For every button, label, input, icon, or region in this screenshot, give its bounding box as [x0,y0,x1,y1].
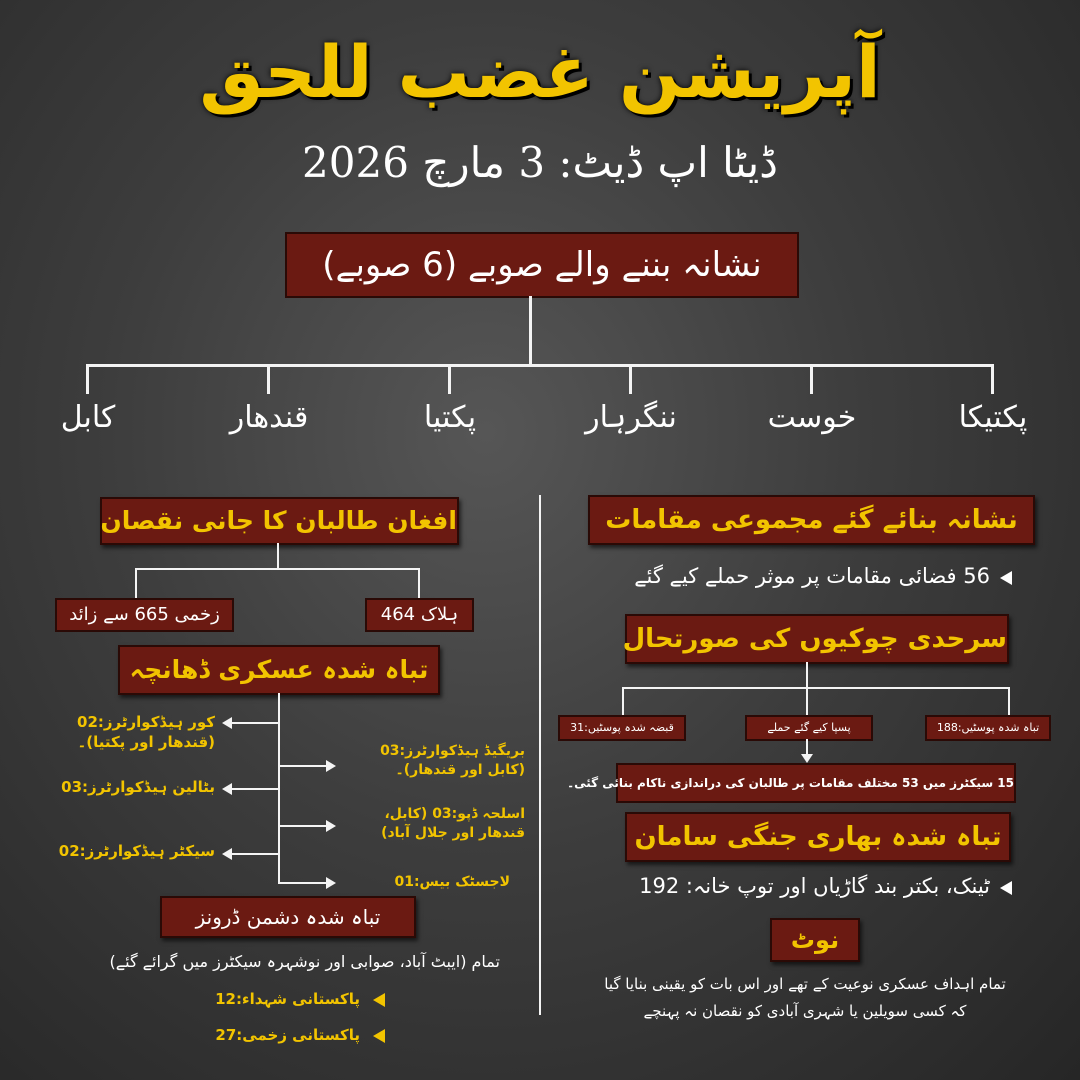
border-posts-heading: سرحدی چوکیوں کی صورتحال [625,614,1009,664]
note-line-1: تمام اہداف عسکری نوعیت کے تھے اور اس بات کو یقینی بنایا گیا [604,975,1006,993]
tree-drop-2 [267,364,270,394]
bullet-triangle-icon [373,993,385,1007]
posts-drop-right [1008,687,1010,715]
posts-drop-mid [806,687,808,715]
infiltration-note: 15 سیکٹرز میں 53 مختلف مقامات پر طالبان کی دراندازی ناکام بنائی گئی۔ [616,763,1016,803]
pak-injured: پاکستانی زخمی:27 [215,1026,360,1044]
infra-branch-r1 [278,765,326,767]
sector-hq: سیکٹر ہیڈکوارٹرز:02 [58,842,215,860]
infra-branch-r2 [278,825,326,827]
tree-drop-6 [991,364,994,394]
tree-bar [86,364,994,367]
tree-drop-4 [629,364,632,394]
posts-stem [806,662,808,688]
repulsed-attacks: پسپا کیے گئے حملے [745,715,873,741]
bullet-triangle-icon [1000,881,1012,895]
tree-drop-1 [86,364,89,394]
repulsed-arrow-stem [806,739,808,755]
arrow-right-icon [326,760,336,772]
province-kabul: کابل [60,400,116,435]
taliban-losses-heading: افغان طالبان کا جانی نقصان [100,497,459,545]
targets-text: 56 فضائی مقامات پر موثر حملے کیے گئے [634,564,990,588]
infra-branch-r3 [278,882,326,884]
equipment-heading: تباہ شدہ بھاری جنگی سامان [625,812,1011,862]
taliban-killed: ہلاک 464 [365,598,474,632]
province-kandahar: قندھار [229,400,309,435]
province-nangarhar: ننگرہار [585,400,677,435]
battalion-hq: بٹالین ہیڈکوارٹرز:03 [61,778,215,796]
drones-heading: تباہ شدہ دشمن ڈرونز [160,896,416,938]
corps-hq: کور ہیڈکوارٹرز:02 (قندھار اور پکتیا)۔ [77,713,215,751]
brigade-hq: بریگیڈ ہیڈکوارٹرز:03 (کابل اور قندھار)۔ [380,743,525,778]
province-paktika: پکتیکا [958,400,1028,435]
note-line-2: کہ کسی سویلین یا شہری آبادی کو نقصان نہ پہنچے [643,1002,967,1020]
arrow-left-icon [222,848,232,860]
infra-branch-l1 [232,722,278,724]
pak-martyrs: پاکستانی شہداء:12 [215,990,360,1008]
province-khost: خوست [767,400,857,435]
logistics-base: لاجسٹک بیس:01 [394,874,510,890]
provinces-heading: نشانہ بننے والے صوبے (6 صوبے) [285,232,799,298]
posts-drop-left [622,687,624,715]
equipment-text: ٹینک، بکتر بند گاڑیاں اور توپ خانہ: 192 [639,874,990,898]
page-title: آپریشن غضب للحق [199,30,881,114]
losses-bar [135,568,420,570]
province-paktia: پکتیا [423,400,477,435]
tree-drop-5 [810,364,813,394]
arrow-left-icon [222,783,232,795]
captured-posts: قبضہ شدہ پوسٹیں:31 [558,715,686,741]
tree-drop-3 [448,364,451,394]
taliban-injured: زخمی 665 سے زائد [55,598,234,632]
infra-branch-l2 [232,788,278,790]
drones-text: تمام (ایبٹ آباد، صوابی اور نوشہرہ سیکٹرز میں گرائے گئے) [109,952,500,971]
arrow-down-icon [801,754,813,763]
arrow-right-icon [326,877,336,889]
posts-bar [622,687,1010,689]
losses-drop-left [135,568,137,598]
military-infra-heading: تباہ شدہ عسکری ڈھانچہ [118,645,440,695]
targets-heading: نشانہ بنائے گئے مجموعی مقامات [588,495,1035,545]
losses-stem [277,543,279,569]
page-subtitle: ڈیٹا اپ ڈیٹ: 3 مارچ 2026 [302,138,778,187]
ammo-depot: اسلحہ ڈپو:03 (کابل، قندھار اور جلال آباد) [381,806,525,841]
arrow-left-icon [222,717,232,729]
tree-stem [529,296,532,366]
center-divider [539,495,541,1015]
note-heading: نوٹ [770,918,860,962]
arrow-right-icon [326,820,336,832]
destroyed-posts: تباہ شدہ پوسٹیں:188 [925,715,1051,741]
infra-branch-l3 [232,853,278,855]
infra-trunk [278,693,280,883]
losses-drop-right [418,568,420,598]
bullet-triangle-icon [1000,571,1012,585]
bullet-triangle-icon [373,1029,385,1043]
